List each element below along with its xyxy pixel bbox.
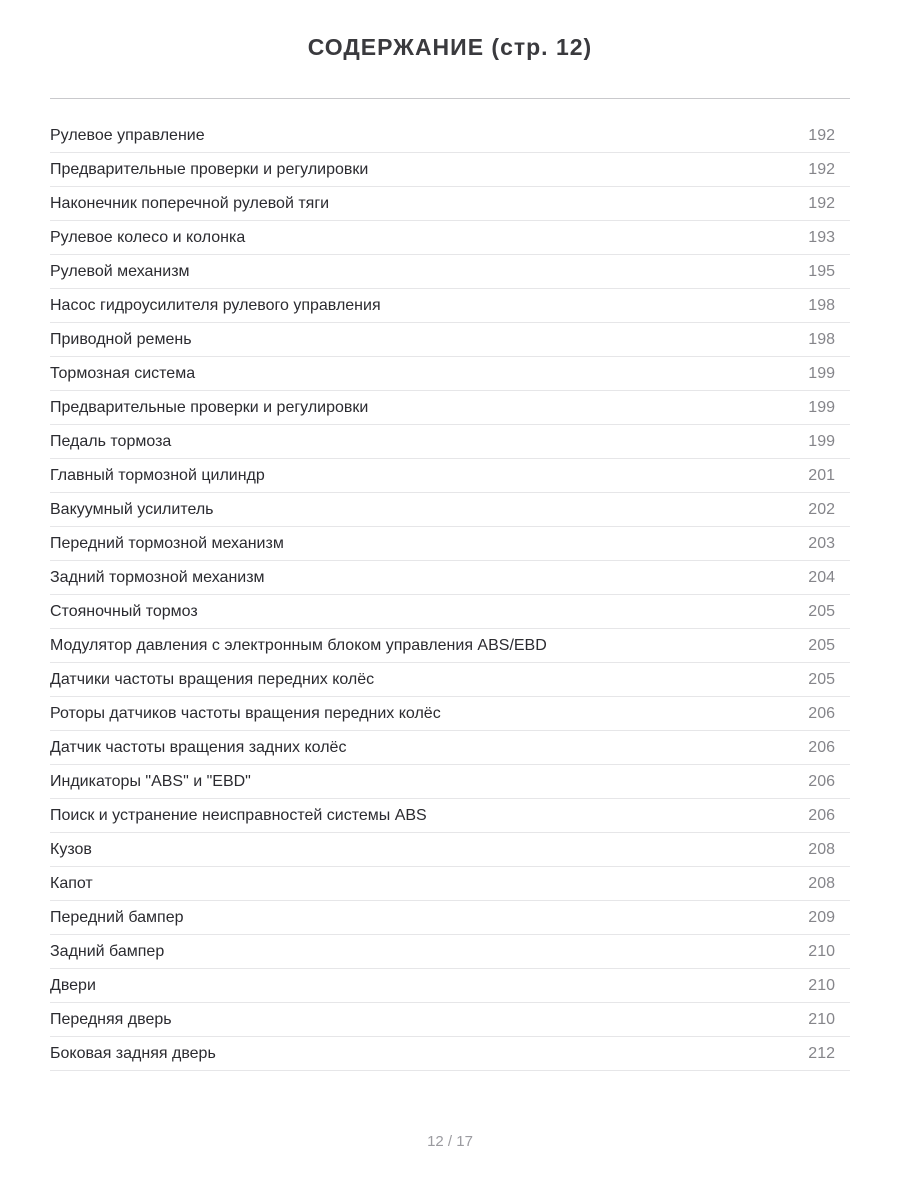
toc-entry-page-number: 202	[808, 500, 835, 518]
toc-row	[50, 969, 850, 1003]
toc-entry-page-number: 205	[808, 602, 835, 620]
toc-entry-page-number: 192	[808, 194, 835, 212]
toc-entry-label: Стояночный тормоз	[50, 602, 198, 620]
toc-row	[50, 221, 850, 255]
toc-entry-label: Передняя дверь	[50, 1010, 172, 1028]
toc-row	[50, 391, 850, 425]
toc-row	[50, 1037, 850, 1071]
toc-row	[50, 289, 850, 323]
toc-entry-page-number: 204	[808, 568, 835, 586]
toc-entry-label: Насос гидроусилителя рулевого управления	[50, 296, 381, 314]
toc-entry-page-number: 193	[808, 228, 835, 246]
toc-row	[50, 561, 850, 595]
toc-entry-page-number: 198	[808, 330, 835, 348]
toc-row	[50, 731, 850, 765]
toc-entry-page-number: 203	[808, 534, 835, 552]
toc-entry-page-number: 206	[808, 704, 835, 722]
toc-row	[50, 187, 850, 221]
toc-row	[50, 595, 850, 629]
toc-row	[50, 323, 850, 357]
toc-entry-label: Капот	[50, 874, 93, 892]
toc-entry-label: Роторы датчиков частоты вращения передних колёс	[50, 704, 441, 722]
page-title: СОДЕРЖАНИЕ (стр. 12)	[307, 34, 593, 60]
toc-entry-page-number: 212	[808, 1044, 835, 1062]
toc-row	[50, 357, 850, 391]
toc-entry-label: Вакуумный усилитель	[50, 500, 214, 518]
toc-row	[50, 697, 850, 731]
toc-row	[50, 799, 850, 833]
header-divider	[50, 98, 850, 99]
page-indicator: 12 / 17	[427, 1133, 473, 1151]
toc-row	[50, 425, 850, 459]
toc-entry-label: Поиск и устранение неисправностей системы ABS	[50, 806, 427, 824]
toc-entry-label: Рулевой механизм	[50, 262, 190, 280]
toc-entry-label: Датчик частоты вращения задних колёс	[50, 738, 347, 756]
toc-entry-page-number: 210	[808, 942, 835, 960]
toc-entry-page-number: 208	[808, 840, 835, 858]
toc-entry-page-number: 206	[808, 738, 835, 756]
toc-entry-label: Кузов	[50, 840, 92, 858]
toc-entry-label: Главный тормозной цилиндр	[50, 466, 265, 484]
toc-entry-page-number: 201	[808, 466, 835, 484]
toc-row	[50, 493, 850, 527]
table-of-contents	[50, 119, 850, 1071]
toc-row	[50, 153, 850, 187]
toc-entry-page-number: 192	[808, 126, 835, 144]
toc-entry-label: Наконечник поперечной рулевой тяги	[50, 194, 330, 212]
toc-entry-page-number: 206	[808, 806, 835, 824]
toc-entry-page-number: 210	[808, 976, 835, 994]
toc-entry-page-number: 199	[808, 398, 835, 416]
toc-entry-page-number: 195	[808, 262, 835, 280]
toc-row	[50, 935, 850, 969]
toc-entry-page-number: 208	[808, 874, 835, 892]
toc-row	[50, 765, 850, 799]
toc-entry-label: Модулятор давления с электронным блоком управления ABS/EBD	[50, 636, 547, 654]
toc-entry-page-number: 199	[808, 364, 835, 382]
toc-row	[50, 833, 850, 867]
toc-entry-label: Рулевое колесо и колонка	[50, 228, 246, 246]
toc-row	[50, 867, 850, 901]
toc-entry-page-number: 205	[808, 636, 835, 654]
toc-entry-label: Приводной ремень	[50, 330, 192, 348]
toc-row	[50, 901, 850, 935]
toc-entry-label: Педаль тормоза	[50, 432, 172, 450]
toc-entry-label: Двери	[50, 976, 96, 994]
toc-entry-label: Боковая задняя дверь	[50, 1044, 216, 1062]
toc-entry-label: Задний тормозной механизм	[50, 568, 265, 586]
toc-entry-label: Передний тормозной механизм	[50, 534, 284, 552]
toc-row	[50, 255, 850, 289]
toc-entry-label: Тормозная система	[50, 364, 196, 382]
toc-entry-page-number: 199	[808, 432, 835, 450]
toc-entry-page-number: 198	[808, 296, 835, 314]
toc-entry-page-number: 209	[808, 908, 835, 926]
toc-row	[50, 629, 850, 663]
toc-row	[50, 459, 850, 493]
toc-row	[50, 527, 850, 561]
toc-row	[50, 1003, 850, 1037]
toc-entry-label: Предварительные проверки и регулировки	[50, 398, 369, 416]
toc-entry-page-number: 206	[808, 772, 835, 790]
toc-entry-label: Рулевое управление	[50, 126, 205, 144]
toc-entry-label: Датчики частоты вращения передних колёс	[50, 670, 375, 688]
toc-entry-page-number: 210	[808, 1010, 835, 1028]
toc-entry-page-number: 205	[808, 670, 835, 688]
toc-entry-page-number: 192	[808, 160, 835, 178]
contents-page	[0, 34, 900, 1200]
toc-entry-label: Передний бампер	[50, 908, 184, 926]
toc-entry-label: Предварительные проверки и регулировки	[50, 160, 369, 178]
toc-row	[50, 663, 850, 697]
toc-entry-label: Индикаторы "ABS" и "EBD"	[50, 772, 251, 790]
toc-row	[50, 119, 850, 153]
toc-entry-label: Задний бампер	[50, 942, 165, 960]
